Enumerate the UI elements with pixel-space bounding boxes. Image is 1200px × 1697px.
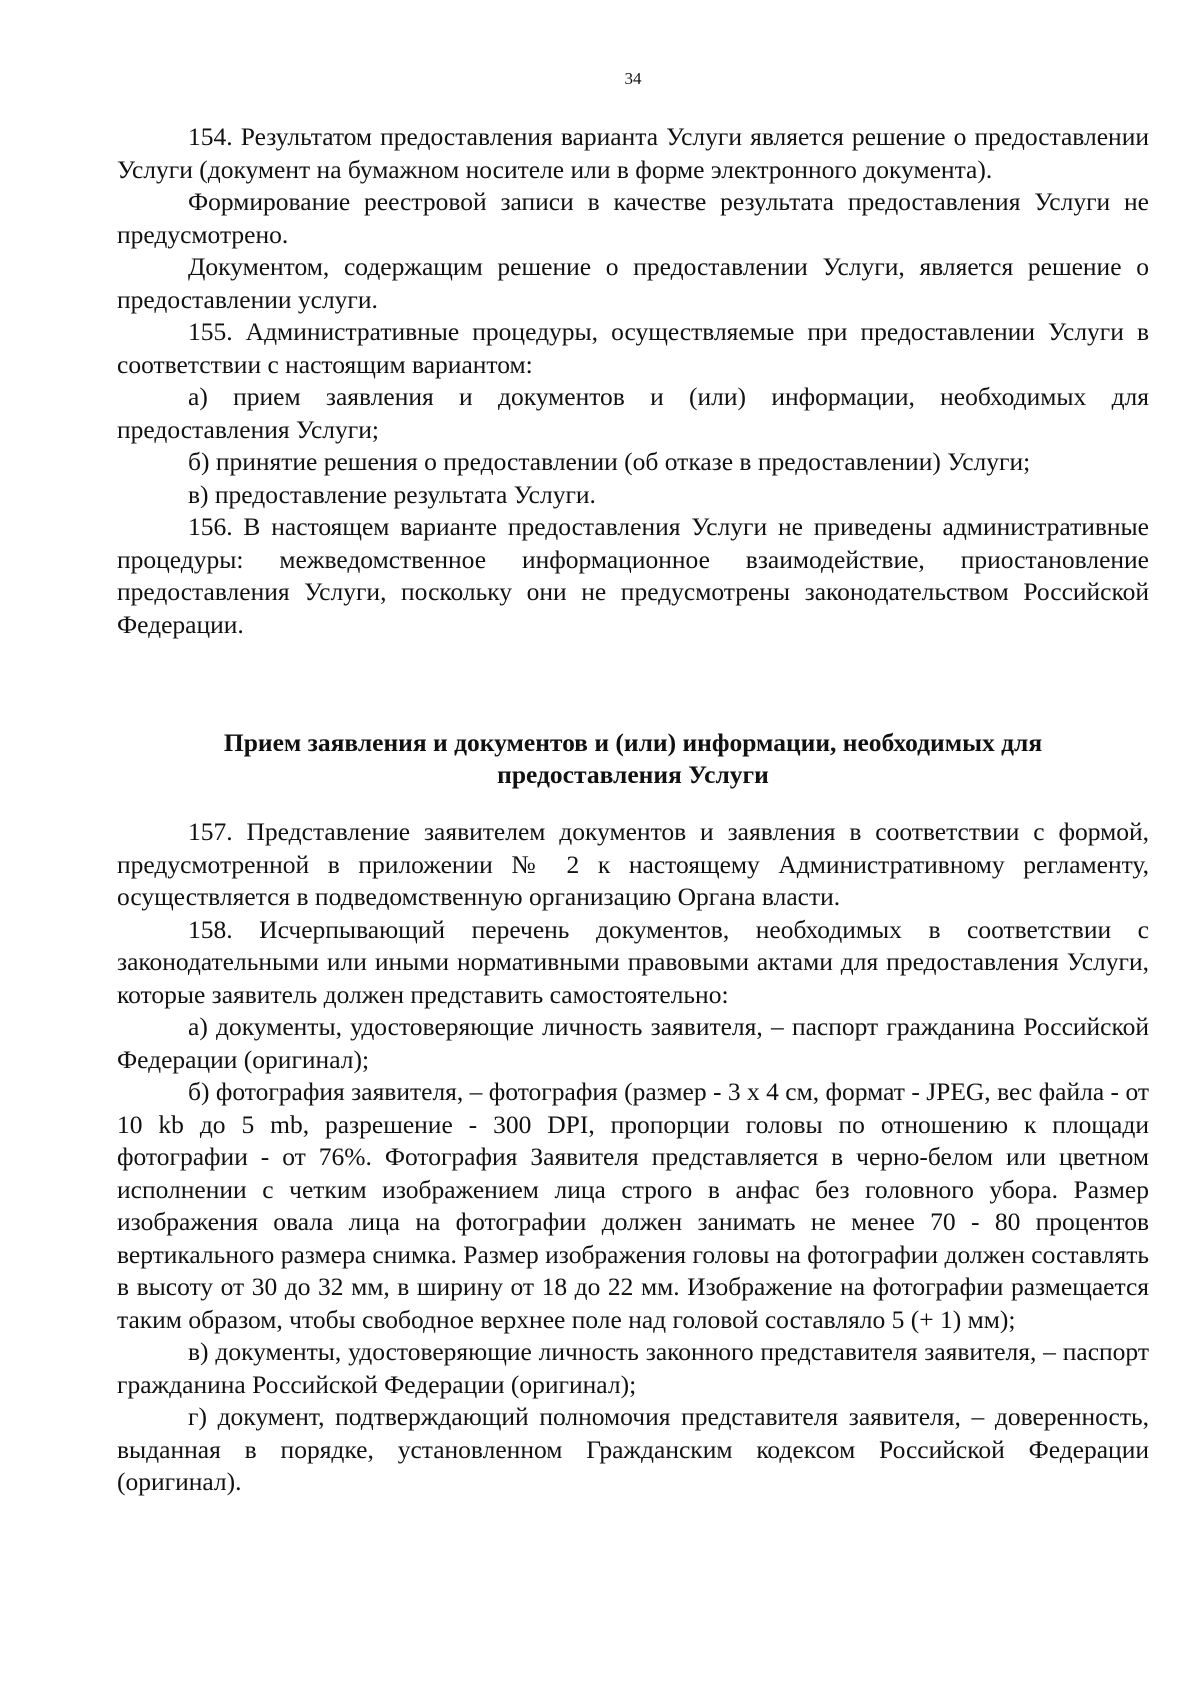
list-item-b: б) принятие решения о предоставлении (об отказе в предоставлении) Услуги; <box>188 447 1031 476</box>
list-item-a: а) прием заявления и документов и (или) информации, необходимых для предоставления Услуги; <box>117 382 1149 444</box>
list-item-d-power-of-attorney: г) документ, подтверждающий полномочия представителя заявителя, – доверенность, выданная в порядке, установленном Гражданским кодексом Российской Федерации (оригинал). <box>117 1402 1149 1496</box>
paragraph-registry-record: Формирование реестровой записи в качестве результата предоставления Услуги не предусмотрено. <box>117 187 1149 249</box>
page-number: 34 <box>624 69 642 88</box>
list-item-c-representative-passport: в) документы, удостоверяющие личность законного представителя заявителя, – паспорт гражданина Российской Федерации (оригинал); <box>117 1337 1149 1399</box>
paragraph-157: 157. Представление заявителем документов и заявления в соответствии с формой, предусмотренной в приложении № 2 к настоящему Административному регламенту, осуществляется в подведомственную организацию Органа власти. <box>117 817 1149 911</box>
section-heading-line-1: Прием заявления и документов и (или) информации, необходимых для <box>223 728 1043 757</box>
list-item-b-photo: б) фотография заявителя, – фотография (размер - 3 х 4 см, формат - JPEG, вес файла - от 10 kb до 5 mb, разрешение - 300 DPI, пропорции головы по отношению к площади фотографии - от 76%. Фотография Заявителя представляется в черно-белом или цветном исполнении с четким изображением лица строго в анфас без головного убора. Размер изображения овала лица на фотографии должен занимать не менее 70 - 80 процентов вертикального размера снимка. Размер изображения головы на фотографии должен составлять в высоту от 30 до 32 мм, в ширину от 18 до 22 мм. Изображение на фотографии размещается таким образом, чтобы свободное верхнее поле над головой составляло 5 (+ 1) мм); <box>117 1077 1149 1334</box>
paragraph-decision-document: Документом, содержащим решение о предоставлении Услуги, является решение о предоставлении услуги. <box>117 252 1149 314</box>
section-heading <box>117 727 1149 791</box>
paragraphs-top <box>117 121 1149 641</box>
list-item-c: в) предоставление результата Услуги. <box>188 479 596 509</box>
paragraphs-bottom <box>117 816 1149 1499</box>
list-item-a-passport: а) документы, удостоверяющие личность заявителя, – паспорт гражданина Российской Федерации (оригинал); <box>117 1012 1149 1074</box>
paragraph-158: 158. Исчерпывающий перечень документов, необходимых в соответствии с законодательными или иными нормативными правовыми актами для предоставления Услуги, которые заявитель должен представить самостоятельно: <box>117 914 1149 1009</box>
paragraph-155: 155. Административные процедуры, осуществляемые при предоставлении Услуги в соответствии с настоящим вариантом: <box>117 317 1149 379</box>
section-heading-line-2: предоставления Услуги <box>497 760 769 789</box>
paragraph-156: 156. В настоящем варианте предоставления Услуги не приведены административные процедуры: межведомственное информационное взаимодействие, приостановление предоставления Услуги, поскольку они не предусмотрены законодательством Российской Федерации. <box>117 512 1149 639</box>
paragraph-154: 154. Результатом предоставления варианта Услуги является решение о предоставлении Услуги (документ на бумажном носителе или в форме электронного документа). <box>117 122 1149 184</box>
